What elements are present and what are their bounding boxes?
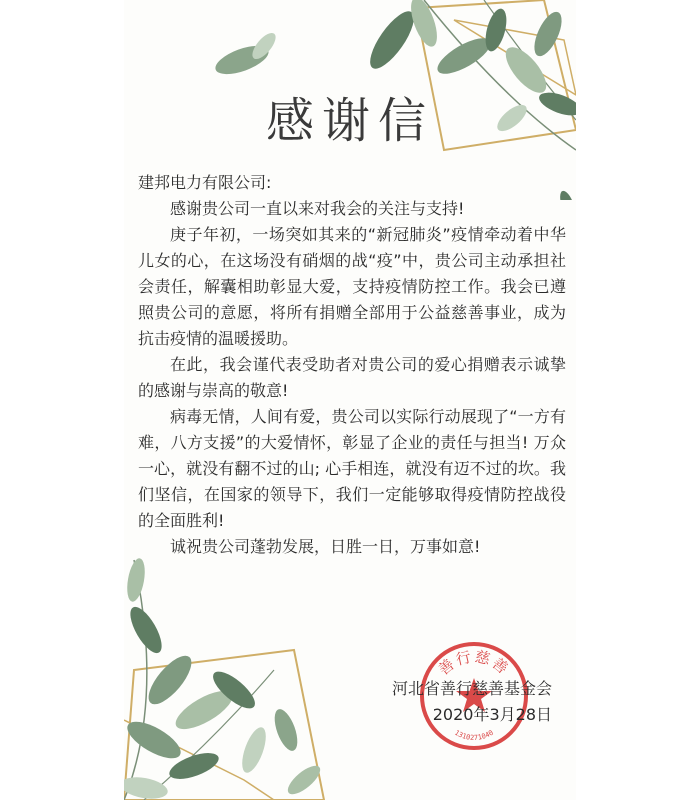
letter-body [138, 170, 566, 560]
signature-organization: 河北省善行慈善基金会 [391, 679, 552, 698]
svg-text:1310271040 [453, 729, 495, 742]
signature-date: 2020年3月28日 [432, 705, 552, 724]
paragraph-5: 诚祝贵公司蓬勃发展，日胜一日，万事如意! [170, 537, 481, 556]
letter-title: 感谢信 [265, 93, 434, 149]
paragraph-4: 病毒无情，人间有爱，贵公司以实际行动展现了“一方有难，八方支援”的大爱情怀，彰显了企业的责任与担当! 万众一心，就没有翻不过的山; 心手相连，就没有迈不过的坎。我们坚信，在国家的领导下，我们一定能够取得疫情防控战役的全面胜利! [138, 407, 566, 530]
seal-text: 善行慈善 [434, 647, 514, 679]
paragraph-2: 庚子年初，一场突如其来的“新冠肺炎”疫情牵动着中华儿女的心，在这场没有硝烟的战“疫”中，贵公司主动承担社会责任，解囊相助彰显大爱，支持疫情防控工作。我会已遵照贵公司的意愿，将所有捐赠全部用于公益慈善事业，成为抗击疫情的温暖援助。 [138, 225, 566, 348]
paragraph-1: 感谢贵公司一直以来对我会的关注与支持! [170, 199, 465, 218]
letter-page [124, 0, 576, 800]
signature-block [392, 676, 552, 728]
salutation: 建邦电力有限公司: [138, 173, 272, 192]
paragraph-3: 在此，我会谨代表受助者对贵公司的爱心捐赠表示诚挚的感谢与崇高的敬意! [138, 355, 566, 400]
seal-number: 1310271040 [453, 728, 495, 743]
